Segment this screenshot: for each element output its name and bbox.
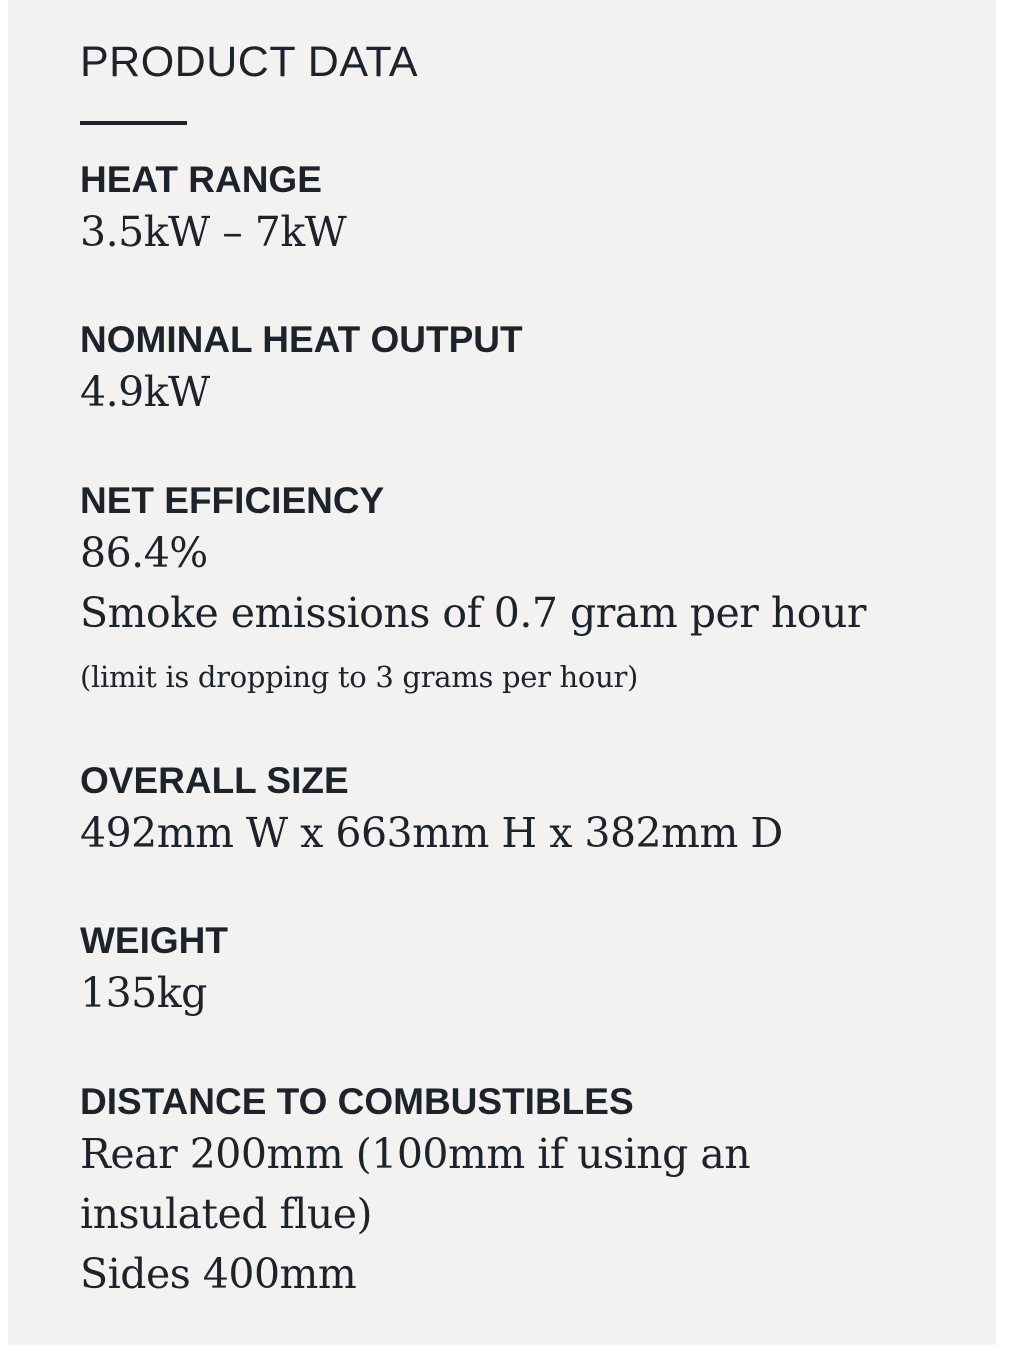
smoke-emissions-text (80, 583, 940, 707)
spec-value-overall-size: 492mm W x 663mm H x 382mm D (80, 809, 783, 857)
spec-net-efficiency (80, 479, 940, 707)
spec-heat-range (80, 158, 940, 262)
spec-value-net-efficiency: 86.4% (80, 529, 208, 577)
product-data-panel (8, 0, 996, 1345)
spec-weight (80, 919, 940, 1023)
spec-label-nominal-heat-output: NOMINAL HEAT OUTPUT (80, 319, 523, 360)
spec-value-rear-distance: Rear 200mm (100mm if using an insulated flue) (80, 1130, 751, 1238)
spec-value-weight: 135kg (80, 969, 207, 1017)
spec-nominal-heat-output (80, 318, 940, 422)
page-title: PRODUCT DATA (80, 38, 419, 86)
spec-value-heat-range: 3.5kW – 7kW (80, 208, 347, 256)
title-divider (80, 121, 187, 125)
spec-label-weight: WEIGHT (80, 920, 228, 961)
spec-label-overall-size: OVERALL SIZE (80, 760, 349, 801)
spec-overall-size (80, 759, 940, 863)
spec-label-heat-range: HEAT RANGE (80, 159, 322, 200)
spec-value-sides-distance: Sides 400mm (80, 1250, 357, 1298)
smoke-emissions-main: Smoke emissions of 0.7 gram per hour (80, 589, 866, 637)
spec-label-distance-to-combustibles: DISTANCE TO COMBUSTIBLES (80, 1081, 634, 1122)
spec-distance-to-combustibles (80, 1080, 940, 1304)
spec-label-net-efficiency: NET EFFICIENCY (80, 480, 385, 521)
spec-value-nominal-heat-output: 4.9kW (80, 368, 210, 416)
smoke-emissions-limit-note: (limit is dropping to 3 grams per hour) (80, 660, 639, 694)
